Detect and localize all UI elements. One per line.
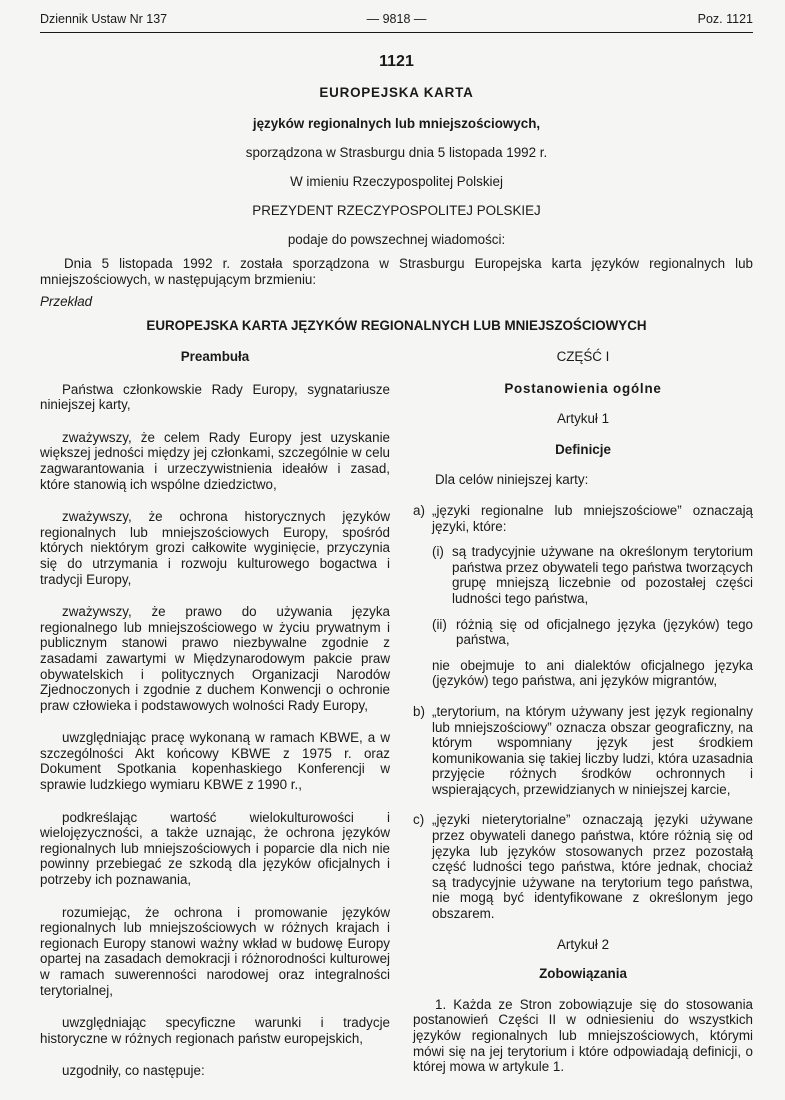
item-text: „terytorium, na którym używany jest język regionalny lub mniejszościowy” oznacza obszar geograficzny, na którym wspomniany język jest środkiem komunikowania się takiej liczby ludzi, która uzasadnia przyjęcie różnych środków ochronnych i wspierających, przewidzianych w niniejszej karcie,	[432, 703, 753, 797]
subitem-text: są tradycyjnie używane na określonym terytorium państwa przez obywateli tego państwa tworzących grupę mniejszą liczebnie od pozostałej części ludności tego państwa,	[452, 544, 753, 606]
position-number: Poz. 1121	[697, 12, 753, 26]
article2-paragraph: 1. Każda ze Stron zobowiązuje się do stosowania postanowień Części II w odniesieniu do wszystkich języków regionalnych lub mniejszościowych, którymi mówi się na jej terytorium i które odpowiadają definicji, o której mowa w artykule 1.	[413, 996, 753, 1075]
subitem-text: różnią się od oficjalnego języka (języków) tego państwa,	[456, 616, 753, 648]
journal-name: Dziennik Ustaw Nr 137	[40, 12, 168, 26]
document-title: EUROPEJSKA KARTA	[319, 85, 474, 100]
article1-label: Artykuł 1	[556, 411, 610, 427]
item-label: c)	[413, 812, 425, 828]
definition-item-a	[413, 503, 753, 534]
article1-heading: Definicje	[555, 441, 611, 457]
running-header	[40, 12, 753, 33]
page-number: — 9818 —	[366, 12, 427, 26]
article2-label: Artykuł 2	[556, 936, 610, 952]
item-label: a)	[413, 502, 425, 518]
preamble-paragraph: uzgodniły, co następuje:	[62, 1063, 205, 1079]
subitem-label: (i)	[432, 544, 444, 560]
preamble-paragraph: zważywszy, że celem Rady Europy jest uzyskanie większej jedności między jej członkami, szczególnie w celu zagwarantowania i urzeczywistnienia ideałów i zasad, które stanowią ich wspólne dziedzictwo,	[40, 429, 390, 492]
article2-heading: Zobowiązania	[539, 966, 627, 982]
made-in-line: sporządzona w Strasburgu dnia 5 listopada 1992 r.	[245, 145, 548, 160]
part-label: CZĘŚĆ I	[556, 349, 610, 364]
preamble-paragraph: zważywszy, że prawo do używania języka regionalnego lub mniejszościowego w życiu prywatnym i publicznym stanowi prawo niezbywalne zgodnie z zasadami zawartymi w Międzynarodowym pakcie praw obywatelskich i politycznych Organizacji Narodów Zjednoczonych i zgodnie z duchem Konwencji o ochronie praw człowieka i podstawowych wolności Rady Europy,	[40, 604, 390, 713]
preamble-heading: Preambuła	[180, 349, 250, 364]
intro-paragraph: Dnia 5 listopada 1992 r. została sporządzona w Strasburgu Europejska karta języków regionalnych lub mniejszościowych, w następującym brzmieniu:	[40, 256, 753, 287]
translation-label: Przekład	[40, 294, 93, 309]
preamble-paragraph: uwzględniając specyficzne warunki i tradycje historyczne w różnych regionach państw europejskich,	[40, 1015, 390, 1046]
definition-subitem-i	[432, 544, 753, 606]
charter-main-title: EUROPEJSKA KARTA JĘZYKÓW REGIONALNYCH LUB MNIEJSZOŚCIOWYCH	[146, 318, 647, 333]
preamble-paragraph: rozumiejąc, że ochrona i promowanie języków regionalnych lub mniejszościowych w różnych krajach i regionach Europy stanowi ważny wkład w budowę Europy opartej na zasadach demokracji i różnorodności kulturowej w ramach suwerenności narodowej oraz integralności terytorialnej,	[40, 904, 390, 998]
preamble-paragraph: uwzględniając pracę wykonaną w ramach KBWE, a w szczególności Akt końcowy KBWE z 1975 r. oraz Dokument Spotkania kopenhaskiego Konferencji w sprawie ludzkiego wymiaru KBWE z 1990 r.,	[40, 730, 390, 793]
item-text: „języki nieterytorialne” oznaczają języki używane przez obywateli danego państwa, które różnią się od języka lub języków stosowanych przez pozostałą część ludności tego państwa, które jednak, chociaż są tradycyjnie używane na terytorium tego państwa, nie mogą być identyfikowane z określonym jego obszarem.	[432, 812, 753, 922]
definition-item-b	[413, 704, 753, 798]
item-label: b)	[413, 703, 425, 719]
definition-subitem-ii	[432, 617, 753, 648]
subitem-label: (ii)	[432, 616, 447, 632]
definitions-lead: Dla celów niniejszej karty:	[435, 472, 589, 488]
announces-line: podaje do powszechnej wiadomości:	[287, 232, 506, 247]
document-subtitle: języków regionalnych lub mniejszościowych,	[252, 116, 541, 131]
part-heading: Postanowienia ogólne	[504, 380, 662, 396]
on-behalf-line: W imieniu Rzeczypospolitej Polskiej	[290, 174, 503, 189]
president-line: PREZYDENT RZECZYPOSPOLITEJ POLSKIEJ	[252, 203, 541, 218]
preamble-column	[40, 349, 390, 1079]
definition-item-c	[413, 812, 753, 921]
item-a-tail: nie obejmuje to ani dialektów oficjalnego języka (języków) tego państwa, ani języków migrantów,	[432, 657, 753, 689]
act-number: 1121	[379, 53, 414, 70]
preamble-paragraph: zważywszy, że ochrona historycznych języków regionalnych lub mniejszościowych Europy, spośród których niektórym grozi całkowite wyginięcie, przyczynia się do utrzymania i rozwoju kulturowego bogactwa i tradycji Europy,	[40, 509, 390, 587]
item-text: „języki regionalne lub mniejszościowe” oznaczają języki, które:	[432, 502, 753, 534]
part1-column	[413, 349, 753, 1075]
preamble-paragraph: Państwa członkowskie Rady Europy, sygnatariusze niniejszej karty,	[40, 381, 390, 413]
preamble-paragraph: podkreślając wartość wielokulturowości i wielojęzyczności, a także uznając, że ochrona języków regionalnych lub mniejszościowych i poparcie dla nich nie powinny przebiegać ze szkodą dla języków oficjalnych i potrzeby ich poznawania,	[40, 809, 390, 888]
